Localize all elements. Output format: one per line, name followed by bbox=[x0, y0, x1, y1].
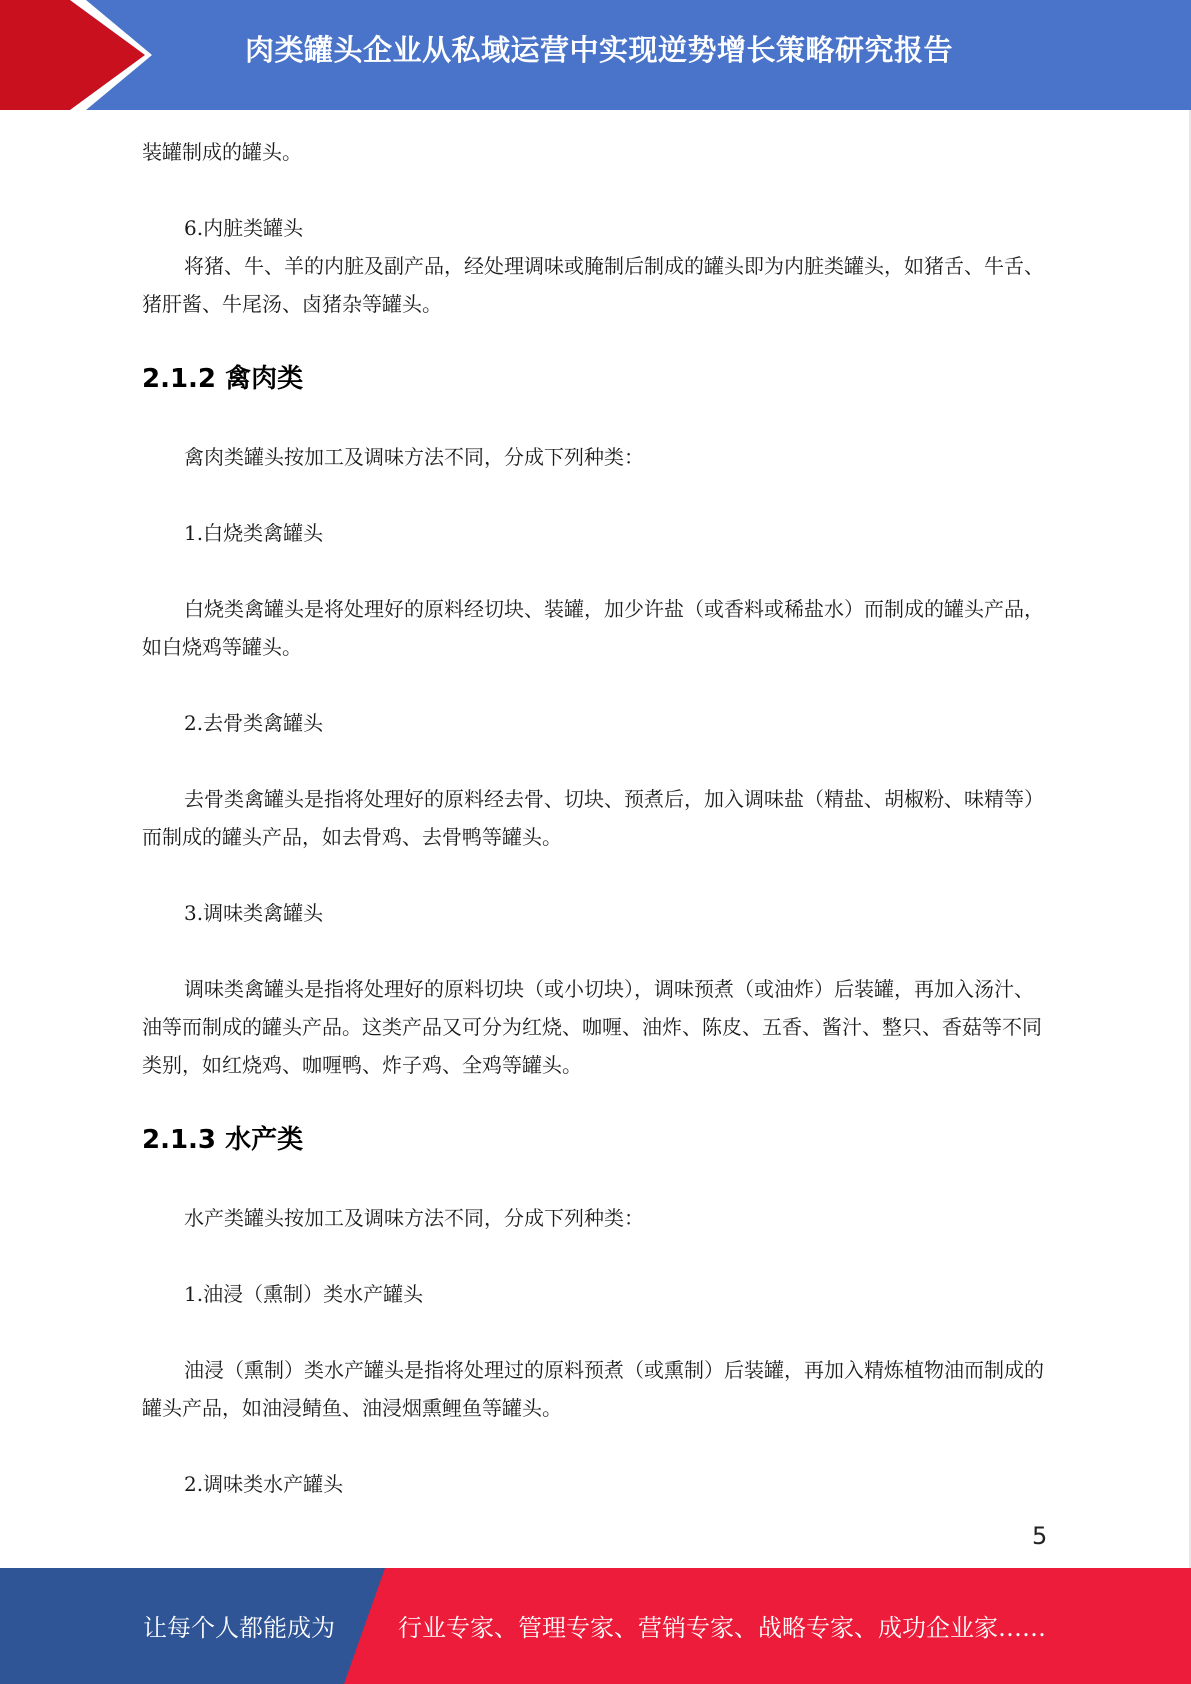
paragraph: 调味类禽罐头是指将处理好的原料切块（或小切块），调味预煮（或油炸）后装罐，再加入汤汁、油等而制成的罐头产品。这类产品又可分为红烧、咖喱、油炸、陈皮、五香、酱汁、整只、香菇等不同类别，如红烧鸡、咖喱鸭、炸子鸡、全鸡等罐头。 bbox=[142, 977, 1042, 1077]
list-item-heading: 2.去骨类禽罐头 bbox=[184, 711, 324, 735]
paragraph-continued: 装罐制成的罐头。 bbox=[142, 140, 302, 164]
footer-slogan-right: 行业专家、管理专家、营销专家、战略专家、成功企业家…… bbox=[398, 1614, 1046, 1642]
footer-slogan-left: 让每个人都能成为 bbox=[143, 1614, 335, 1642]
paragraph: 去骨类禽罐头是指将处理好的原料经去骨、切块、预煮后，加入调味盐（精盐、胡椒粉、味精等）而制成的罐头产品，如去骨鸡、去骨鸭等罐头。 bbox=[142, 787, 1044, 849]
list-item-heading: 1.白烧类禽罐头 bbox=[184, 521, 324, 545]
section-heading-2-1-3: 2.1.3 水产类 bbox=[142, 1125, 304, 1155]
list-item-heading: 3.调味类禽罐头 bbox=[184, 901, 324, 925]
section-heading-2-1-2: 2.1.2 禽肉类 bbox=[142, 364, 304, 394]
header-title: 肉类罐头企业从私域运营中实现逆势增长策略研究报告 bbox=[245, 33, 954, 67]
paragraph: 水产类罐头按加工及调味方法不同，分成下列种类： bbox=[184, 1206, 644, 1230]
paragraph: 白烧类禽罐头是将处理好的原料经切块、装罐，加少许盐（或香料或稀盐水）而制成的罐头产品，如白烧鸡等罐头。 bbox=[142, 597, 1044, 659]
list-item-heading: 6.内脏类罐头 bbox=[184, 216, 304, 240]
paragraph: 禽肉类罐头按加工及调味方法不同，分成下列种类： bbox=[184, 445, 644, 469]
page-header bbox=[0, 0, 1191, 110]
list-item-heading: 2.调味类水产罐头 bbox=[184, 1472, 344, 1496]
page-number: 5 bbox=[1032, 1522, 1048, 1550]
paragraph: 将猪、牛、羊的内脏及副产品，经处理调味或腌制后制成的罐头即为内脏类罐头，如猪舌、牛舌、猪肝酱、牛尾汤、卤猪杂等罐头。 bbox=[142, 254, 1044, 316]
paragraph: 油浸（熏制）类水产罐头是指将处理过的原料预煮（或熏制）后装罐，再加入精炼植物油而制成的罐头产品，如油浸鲭鱼、油浸烟熏鲤鱼等罐头。 bbox=[142, 1358, 1044, 1420]
list-item-heading: 1.油浸（熏制）类水产罐头 bbox=[184, 1282, 424, 1306]
page-footer bbox=[0, 1568, 1191, 1684]
